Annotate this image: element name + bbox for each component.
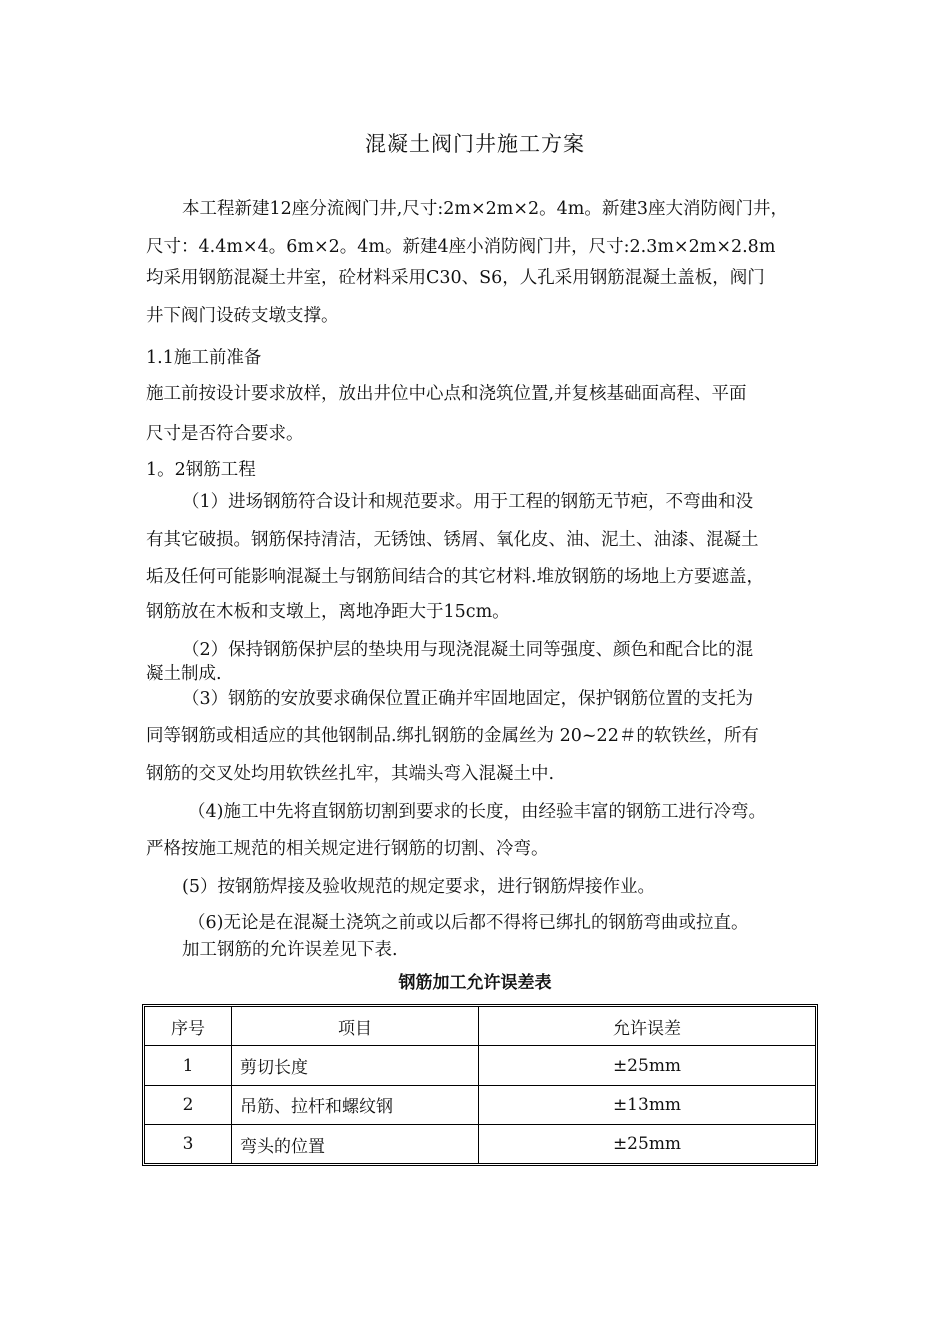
section-heading: 1。2钢筋工程 <box>146 460 256 480</box>
column-header-tolerance: 允许误差 <box>479 1007 815 1046</box>
paragraph-line: 尺寸是否符合要求。 <box>146 424 304 444</box>
paragraph-line: 严格按施工规范的相关规定进行钢筋的切割、冷弯。 <box>146 839 549 859</box>
paragraph-line: (5）按钢筋焊接及验收规范的规定要求，进行钢筋焊接作业。 <box>182 877 655 897</box>
section-heading: 1.1施工前准备 <box>146 348 262 368</box>
page-title: 混凝土阀门井施工方案 <box>365 132 585 156</box>
paragraph-line: 本工程新建12座分流阀门井,尺寸:2m×2m×2。4m。新建3座大消防阀门井， <box>182 199 789 219</box>
cell-tolerance: ±25mm <box>479 1046 815 1085</box>
table-row <box>145 1046 815 1085</box>
cell-item: 剪切长度 <box>232 1046 479 1085</box>
paragraph-line: （1）进场钢筋符合设计和规范要求。用于工程的钢筋无节疤，不弯曲和没 <box>182 492 754 512</box>
table-row <box>145 1125 815 1163</box>
paragraph-line: 均采用钢筋混凝土井室，砼材料采用C30、S6，人孔采用钢筋混凝土盖板，阀门 <box>146 268 765 288</box>
cell-item: 吊筋、拉杆和螺纹钢 <box>232 1086 479 1125</box>
paragraph-line: 井下阀门设砖支墩支撑。 <box>146 306 339 326</box>
table-header-row <box>145 1007 815 1046</box>
cell-tolerance: ±25mm <box>612 1134 682 1155</box>
paragraph-line: （2）保持钢筋保护层的垫块用与现浇混凝土同等强度、颜色和配合比的混 <box>182 640 754 660</box>
paragraph-line: 有其它破损。钢筋保持清洁，无锈蚀、锈屑、氧化皮、油、泥土、油漆、混凝土 <box>146 530 759 550</box>
paragraph-line: 钢筋的交叉处均用软铁丝扎牢，其端头弯入混凝土中. <box>146 764 555 784</box>
column-header-index: 序号 <box>145 1007 232 1046</box>
paragraph-line: （4)施工中先将直钢筋切割到要求的长度，由经验丰富的钢筋工进行冷弯。 <box>188 802 766 822</box>
paragraph-line: （6)无论是在混凝土浇筑之前或以后都不得将已绑扎的钢筋弯曲或拉直。 <box>188 913 749 933</box>
paragraph-line: 施工前按设计要求放样，放出井位中心点和浇筑位置,并复核基础面高程、平面 <box>146 384 747 404</box>
paragraph-line: 同等钢筋或相适应的其他钢制品.绑扎钢筋的金属丝为 20~22＃的软铁丝，所有 <box>146 726 759 746</box>
cell-index: 1 <box>145 1046 232 1085</box>
paragraph-line: 钢筋放在木板和支墩上，离地净距大于15cm。 <box>146 602 510 622</box>
column-header-item: 项目 <box>232 1007 479 1046</box>
paragraph-line: 加工钢筋的允许误差见下表. <box>182 940 398 960</box>
table-title: 钢筋加工允许误差表 <box>398 973 552 993</box>
cell-index: 2 <box>145 1086 232 1125</box>
paragraph-line: 尺寸：4.4m×4。6m×2。4m。新建4座小消防阀门井，尺寸:2.3m×2m×2.8m <box>146 237 776 257</box>
cell-item: 弯头的位置 <box>232 1125 479 1163</box>
cell-index: 3 <box>145 1125 232 1163</box>
paragraph-line: 垢及任何可能影响混凝土与钢筋间结合的其它材料.堆放钢筋的场地上方要遮盖， <box>146 567 765 587</box>
table-row <box>145 1086 815 1125</box>
paragraph-line: 凝土制成. <box>146 664 222 684</box>
tolerance-table <box>142 1004 818 1166</box>
cell-tolerance: ±13mm <box>479 1086 815 1125</box>
paragraph-line: （3）钢筋的安放要求确保位置正确并牢固地固定，保护钢筋位置的支托为 <box>182 689 754 709</box>
